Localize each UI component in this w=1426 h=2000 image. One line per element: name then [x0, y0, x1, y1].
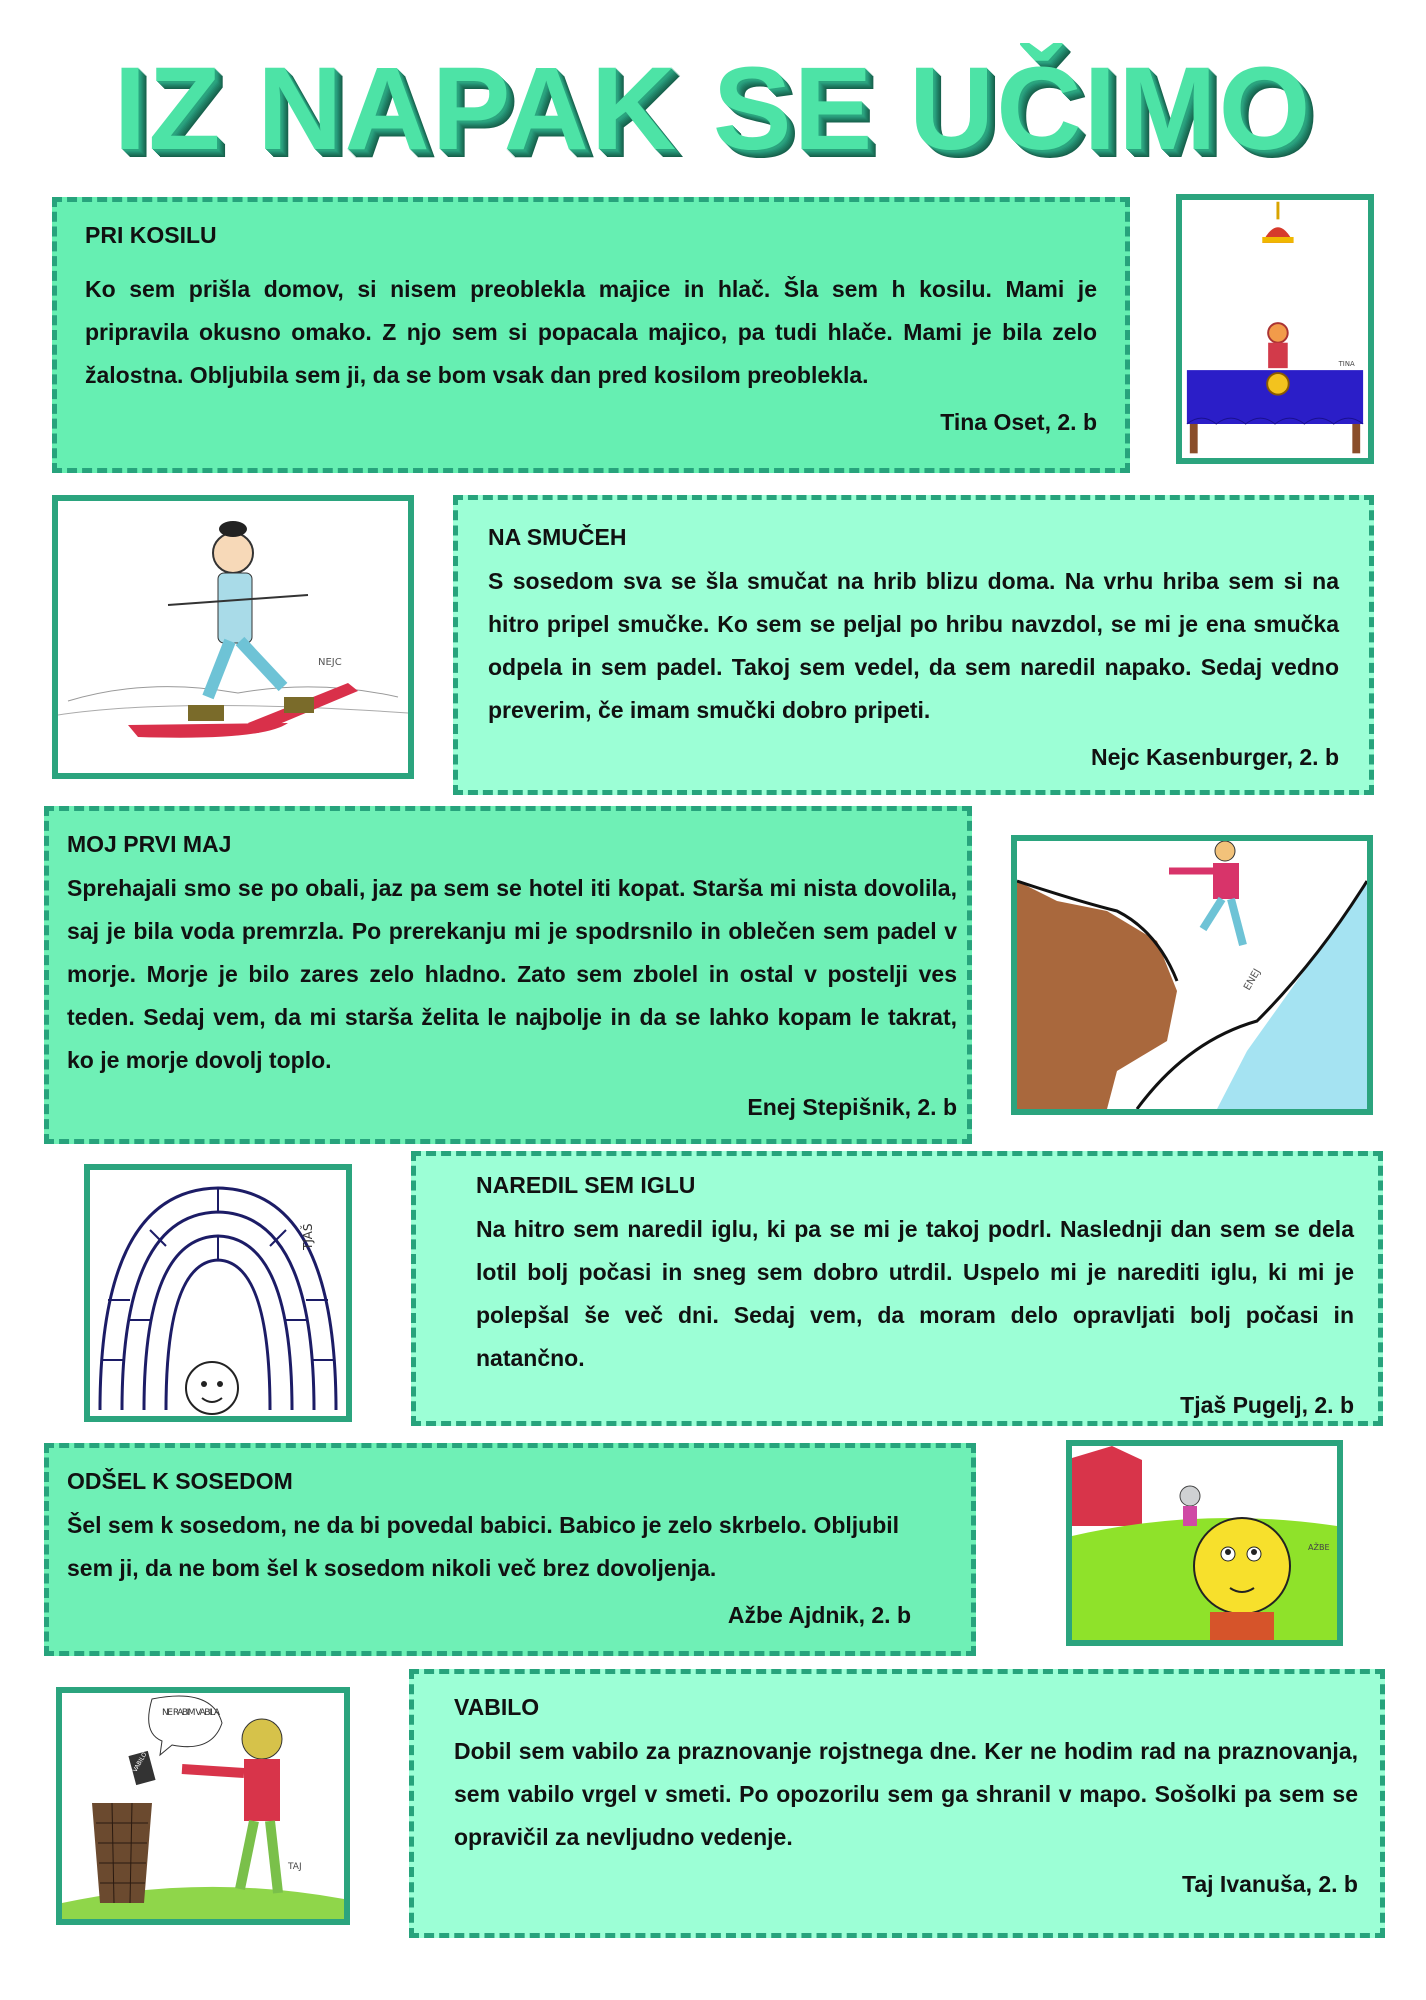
story-text: Na hitro sem naredil iglu, ki pa se mi je takoj podrl. Naslednji dan sem se dela lotil bolj počasi in sneg sem dobro utrdil. Uspelo mi je narediti iglu, ki mi je polepšal še več dni. Sedaj vem, da moram delo opravljati bolj počasi in natančno.	[476, 1216, 1354, 1371]
page-title: IZ NAPAK SE UČIMO	[113, 43, 1313, 175]
story-heading: PRI KOSILU	[85, 222, 217, 248]
drawing-neighbours	[1066, 1440, 1343, 1646]
story-card-pri-kosilu	[52, 197, 1130, 473]
drawing-skiing	[52, 495, 414, 779]
drawing-signature: TINA	[1338, 360, 1355, 369]
story-text: Dobil sem vabilo za praznovanje rojstnega dne. Ker ne hodim rad na praznovanja, sem vabilo vrgel v smeti. Po opozorilu sem ga shranil v mapo. Sošolki pa sem se opravičil za nevljudno vedenje.	[454, 1738, 1358, 1850]
drawing-igloo	[84, 1164, 352, 1422]
story-text: Šel sem k sosedom, ne da bi povedal babici. Babico je zelo skrbelo. Obljubil sem ji, da ne bom šel k sosedom nikoli več brez dovoljenja.	[67, 1512, 900, 1581]
story-heading: VABILO	[454, 1694, 540, 1720]
drawing-signature: TAJ	[288, 1862, 302, 1872]
story-text: Sprehajali smo se po obali, jaz pa sem se hotel iti kopat. Starša mi nista dovolila, saj je bila voda premrzla. Po prerekanju mi je spodrsnilo in oblečen sem padel v morje. Morje je bilo zares zelo hladno. Zato sem zbolel in ostal v postelji ves teden. Sedaj vem, da mi starša želita le najbolje in da se lahko kopam le takrat, ko je morje dovolj toplo.	[67, 875, 957, 1073]
story-card-odsel-k-sosedom	[44, 1443, 976, 1656]
story-heading: NAREDIL SEM IGLU	[476, 1172, 696, 1198]
story-text: Ko sem prišla domov, si nisem preoblekla majice in hlač. Šla sem h kosilu. Mami je pripravila okusno omako. Z njo sem si popacala majico, pa tudi hlače. Mami je bila zelo žalostna. Obljubila sem ji, da se bom vsak dan pred kosilom preoblekla.	[85, 276, 1097, 388]
story-author: Tina Oset, 2. b	[940, 409, 1097, 435]
story-card-vabilo	[409, 1669, 1385, 1938]
drawing-card-label: VABILO	[131, 1751, 149, 1774]
story-heading: ODŠEL K SOSEDOM	[67, 1468, 293, 1494]
drawing-speech-bubble: NE RABIM VABILA	[162, 1708, 220, 1718]
story-heading: MOJ PRVI MAJ	[67, 831, 232, 857]
story-author: Ažbe Ajdnik, 2. b	[727, 1602, 911, 1628]
story-heading: NA SMUČEH	[488, 524, 627, 550]
drawing-signature: TJAŠ	[301, 1223, 315, 1250]
drawing-invitation	[56, 1687, 350, 1925]
story-card-na-smuceh	[453, 495, 1374, 795]
story-text: S sosedom sva se šla smučat na hrib blizu doma. Na vrhu hriba sem si na hitro pripel smučke. Ko sem se peljal po hribu navzdol, se mi je ena smučka odpela in sem padel. Takoj sem vedel, da sem naredil napako. Sedaj vedno preverim, če imam smučki dobro pripeti.	[488, 568, 1339, 723]
story-author: Nejc Kasenburger, 2. b	[1091, 744, 1339, 770]
drawing-sea	[1011, 835, 1373, 1115]
drawing-signature: ENEJ	[1242, 967, 1264, 993]
drawing-lunch	[1176, 194, 1374, 464]
drawing-signature: AŽBE	[1308, 1543, 1330, 1552]
story-card-moj-prvi-maj	[44, 806, 972, 1144]
story-author: Enej Stepišnik, 2. b	[747, 1094, 957, 1120]
drawing-signature: NEJC	[318, 657, 342, 668]
story-author: Tjaš Pugelj, 2. b	[1180, 1392, 1354, 1418]
story-card-naredil-sem-iglu	[411, 1151, 1383, 1426]
story-author: Taj Ivanuša, 2. b	[1182, 1871, 1358, 1897]
